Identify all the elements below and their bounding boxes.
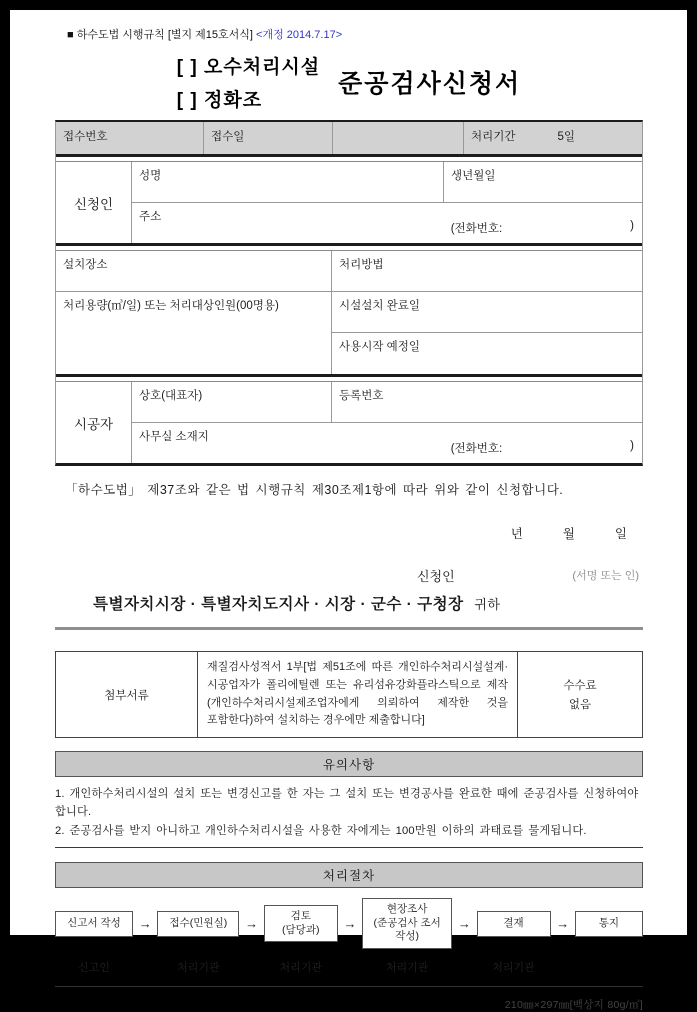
flow-box-notify: [575, 911, 643, 937]
application-statement: 「하수도법」 제37조와 같은 법 시행규칙 제30조제1항에 따라 위와 같이 신청합니다.: [65, 483, 564, 497]
form-title-block: [55, 52, 643, 112]
applicant-phone-label: (전화번호:: [450, 223, 503, 235]
flow-step-receive: [157, 898, 239, 975]
builder-section-label: 시공자: [56, 382, 132, 463]
flow-box-line: 검토: [290, 910, 311, 923]
flow-box-receive: [157, 911, 239, 937]
flow-actor-agency: 처리기관: [177, 961, 220, 974]
builder-office-field: [132, 423, 642, 463]
notice-item-2: 2. 준공검사를 받지 아니하고 개인하수처리시설을 사용한 자에게는 100만원 이하의 과태료를 물게됩니다.: [55, 824, 587, 837]
revision-date: <개정 2014.7.17>: [256, 29, 343, 41]
receipt-date-label: 접수일: [204, 122, 333, 154]
date-month-label: 월: [562, 527, 575, 541]
form-title: 준공검사신청서: [338, 70, 522, 98]
builder-phone-label: (전화번호:: [450, 443, 503, 455]
procedure-header-bar: 처리절차: [55, 862, 643, 888]
date-line: [55, 524, 643, 542]
procedure-flowchart: [55, 898, 643, 975]
flow-box-area: [264, 898, 338, 950]
flow-step-write: [55, 898, 133, 975]
capacity-field: 처리용량(㎥/일) 또는 처리대상인원(00명용): [56, 292, 332, 374]
processing-period-value: 5일: [557, 131, 575, 143]
flow-box-line: 결재: [503, 916, 524, 929]
builder-phone-close: ): [630, 440, 634, 452]
flow-arrow-icon: →: [556, 916, 570, 932]
applicant-section: [56, 162, 642, 243]
flow-actor-agency: 처리기관: [492, 961, 535, 974]
facility-option-septic: [ ] 정화조: [176, 90, 263, 111]
notice-item-1: 1. 개인하수처리시설의 설치 또는 변경신고를 한 자는 그 설치 또는 변경공사를 완료한 때에 준공검사를 신청하여야 합니다.: [55, 788, 639, 819]
flow-box-site-survey: [362, 898, 452, 949]
flow-step-site-survey: [362, 898, 452, 975]
flow-box-write: [55, 911, 133, 937]
form-reference-text: ■ 하수도법 시행규칙 [별지 제15호서식]: [67, 29, 253, 41]
date-day-label: 일: [614, 527, 627, 541]
receipt-row: [56, 122, 642, 154]
fee-label: 수수료: [563, 680, 597, 693]
paper-spec-note: 210㎜×297㎜[백상지 80g/㎡]: [504, 998, 643, 1011]
flow-arrow-icon: →: [343, 916, 357, 932]
applicant-name-field: 성명: [132, 162, 444, 203]
flow-box-area: [575, 898, 643, 950]
notice-header-bar: 유의사항: [55, 751, 643, 777]
flow-box-line: 현장조사: [386, 903, 428, 916]
flow-actor-agency: 처리기관: [279, 961, 322, 974]
facility-option-sewage: [ ] 오수처리시설: [176, 57, 321, 78]
flow-box-area: [55, 898, 133, 950]
flow-box-line: (담당과): [282, 923, 320, 936]
applicant-phone-field: [451, 220, 634, 236]
flow-step-approval: [477, 898, 551, 975]
fee-value: 없음: [568, 699, 592, 712]
installation-section: [56, 251, 642, 374]
divider-rule: [55, 627, 643, 630]
recipient-suffix: 귀하: [474, 597, 501, 612]
form-reference-line: [67, 26, 643, 42]
receipt-number-label: 접수번호: [56, 122, 204, 154]
signature-line: [55, 566, 643, 583]
builder-phone-field: [451, 440, 634, 456]
flow-box-area: [157, 898, 239, 950]
flow-step-review: [264, 898, 338, 975]
builder-section: [56, 382, 642, 463]
flow-box-line: 통지: [598, 916, 620, 929]
flow-arrow-icon: →: [245, 916, 259, 932]
recipient-titles: 특별자치시장 · 특별자치도지사 · 시장 · 군수 · 구청장: [93, 596, 464, 613]
flow-box-review: [264, 905, 338, 942]
flow-actor-applicant: 신고인: [78, 961, 110, 974]
applicant-birthdate-field: 생년월일: [444, 162, 642, 203]
date-year-label: 년: [510, 527, 523, 541]
fee-cell: [518, 652, 642, 737]
treatment-method-field: 처리방법: [332, 251, 642, 292]
flow-box-area: [477, 898, 551, 950]
notice-list: [55, 785, 643, 839]
flow-arrow-icon: →: [138, 916, 152, 932]
attachment-content: 재질검사성적서 1부[법 제51조에 따른 개인하수처리시설설계·시공업자가 폴리에틸렌 또는 유리섬유강화플라스틱으로 제작(개인하수처리시설제조업자에게 의뢰하여 제작한 것을 포함한다)하여 설치하는 경우에만 제출합니다]: [198, 652, 518, 737]
builder-office-label: 사무실 소재지: [139, 431, 209, 443]
flow-arrow-icon: →: [457, 916, 471, 932]
facility-type-options: [177, 52, 320, 112]
flow-box-line: 신고서 작성: [67, 916, 121, 929]
builder-registration-field: 등록번호: [332, 382, 642, 423]
builder-company-field: 상호(대표자): [132, 382, 332, 423]
processing-period-cell: [464, 122, 642, 154]
install-place-field: 설치장소: [56, 251, 332, 292]
section-separator: [56, 374, 642, 382]
signature-applicant-label: 신청인: [417, 569, 455, 584]
applicant-address-label: 주소: [139, 211, 162, 223]
section-separator: [56, 154, 642, 162]
flow-box-approval: [477, 911, 551, 937]
applicant-phone-close: ): [630, 220, 634, 232]
flow-actor-agency: 처리기관: [385, 961, 429, 974]
recipient-line: [55, 592, 643, 614]
flow-box-line: (준공검사 조서: [373, 916, 441, 929]
divider-rule: [55, 847, 643, 848]
applicant-section-label: 신청인: [56, 162, 132, 243]
section-separator: [56, 243, 642, 251]
applicant-address-field: [132, 203, 642, 243]
flow-box-line: 접수(민원실): [169, 916, 228, 929]
form-page: [10, 10, 687, 1011]
signature-note: (서명 또는 인): [572, 570, 639, 582]
flow-box-area: [362, 898, 452, 950]
attachment-table: [55, 651, 643, 738]
main-form-table: [55, 120, 643, 466]
use-start-date-field: 사용시작 예정일: [339, 341, 420, 353]
divider-rule: [55, 986, 643, 987]
processing-period-label: 처리기간: [471, 131, 516, 143]
installation-complete-date-field: 시설설치 완료일: [332, 292, 642, 333]
flow-box-line: 작성): [395, 930, 420, 943]
receipt-empty-cell: [333, 122, 464, 154]
attachment-label: 첨부서류: [56, 652, 198, 737]
flow-step-notify: [575, 898, 643, 959]
